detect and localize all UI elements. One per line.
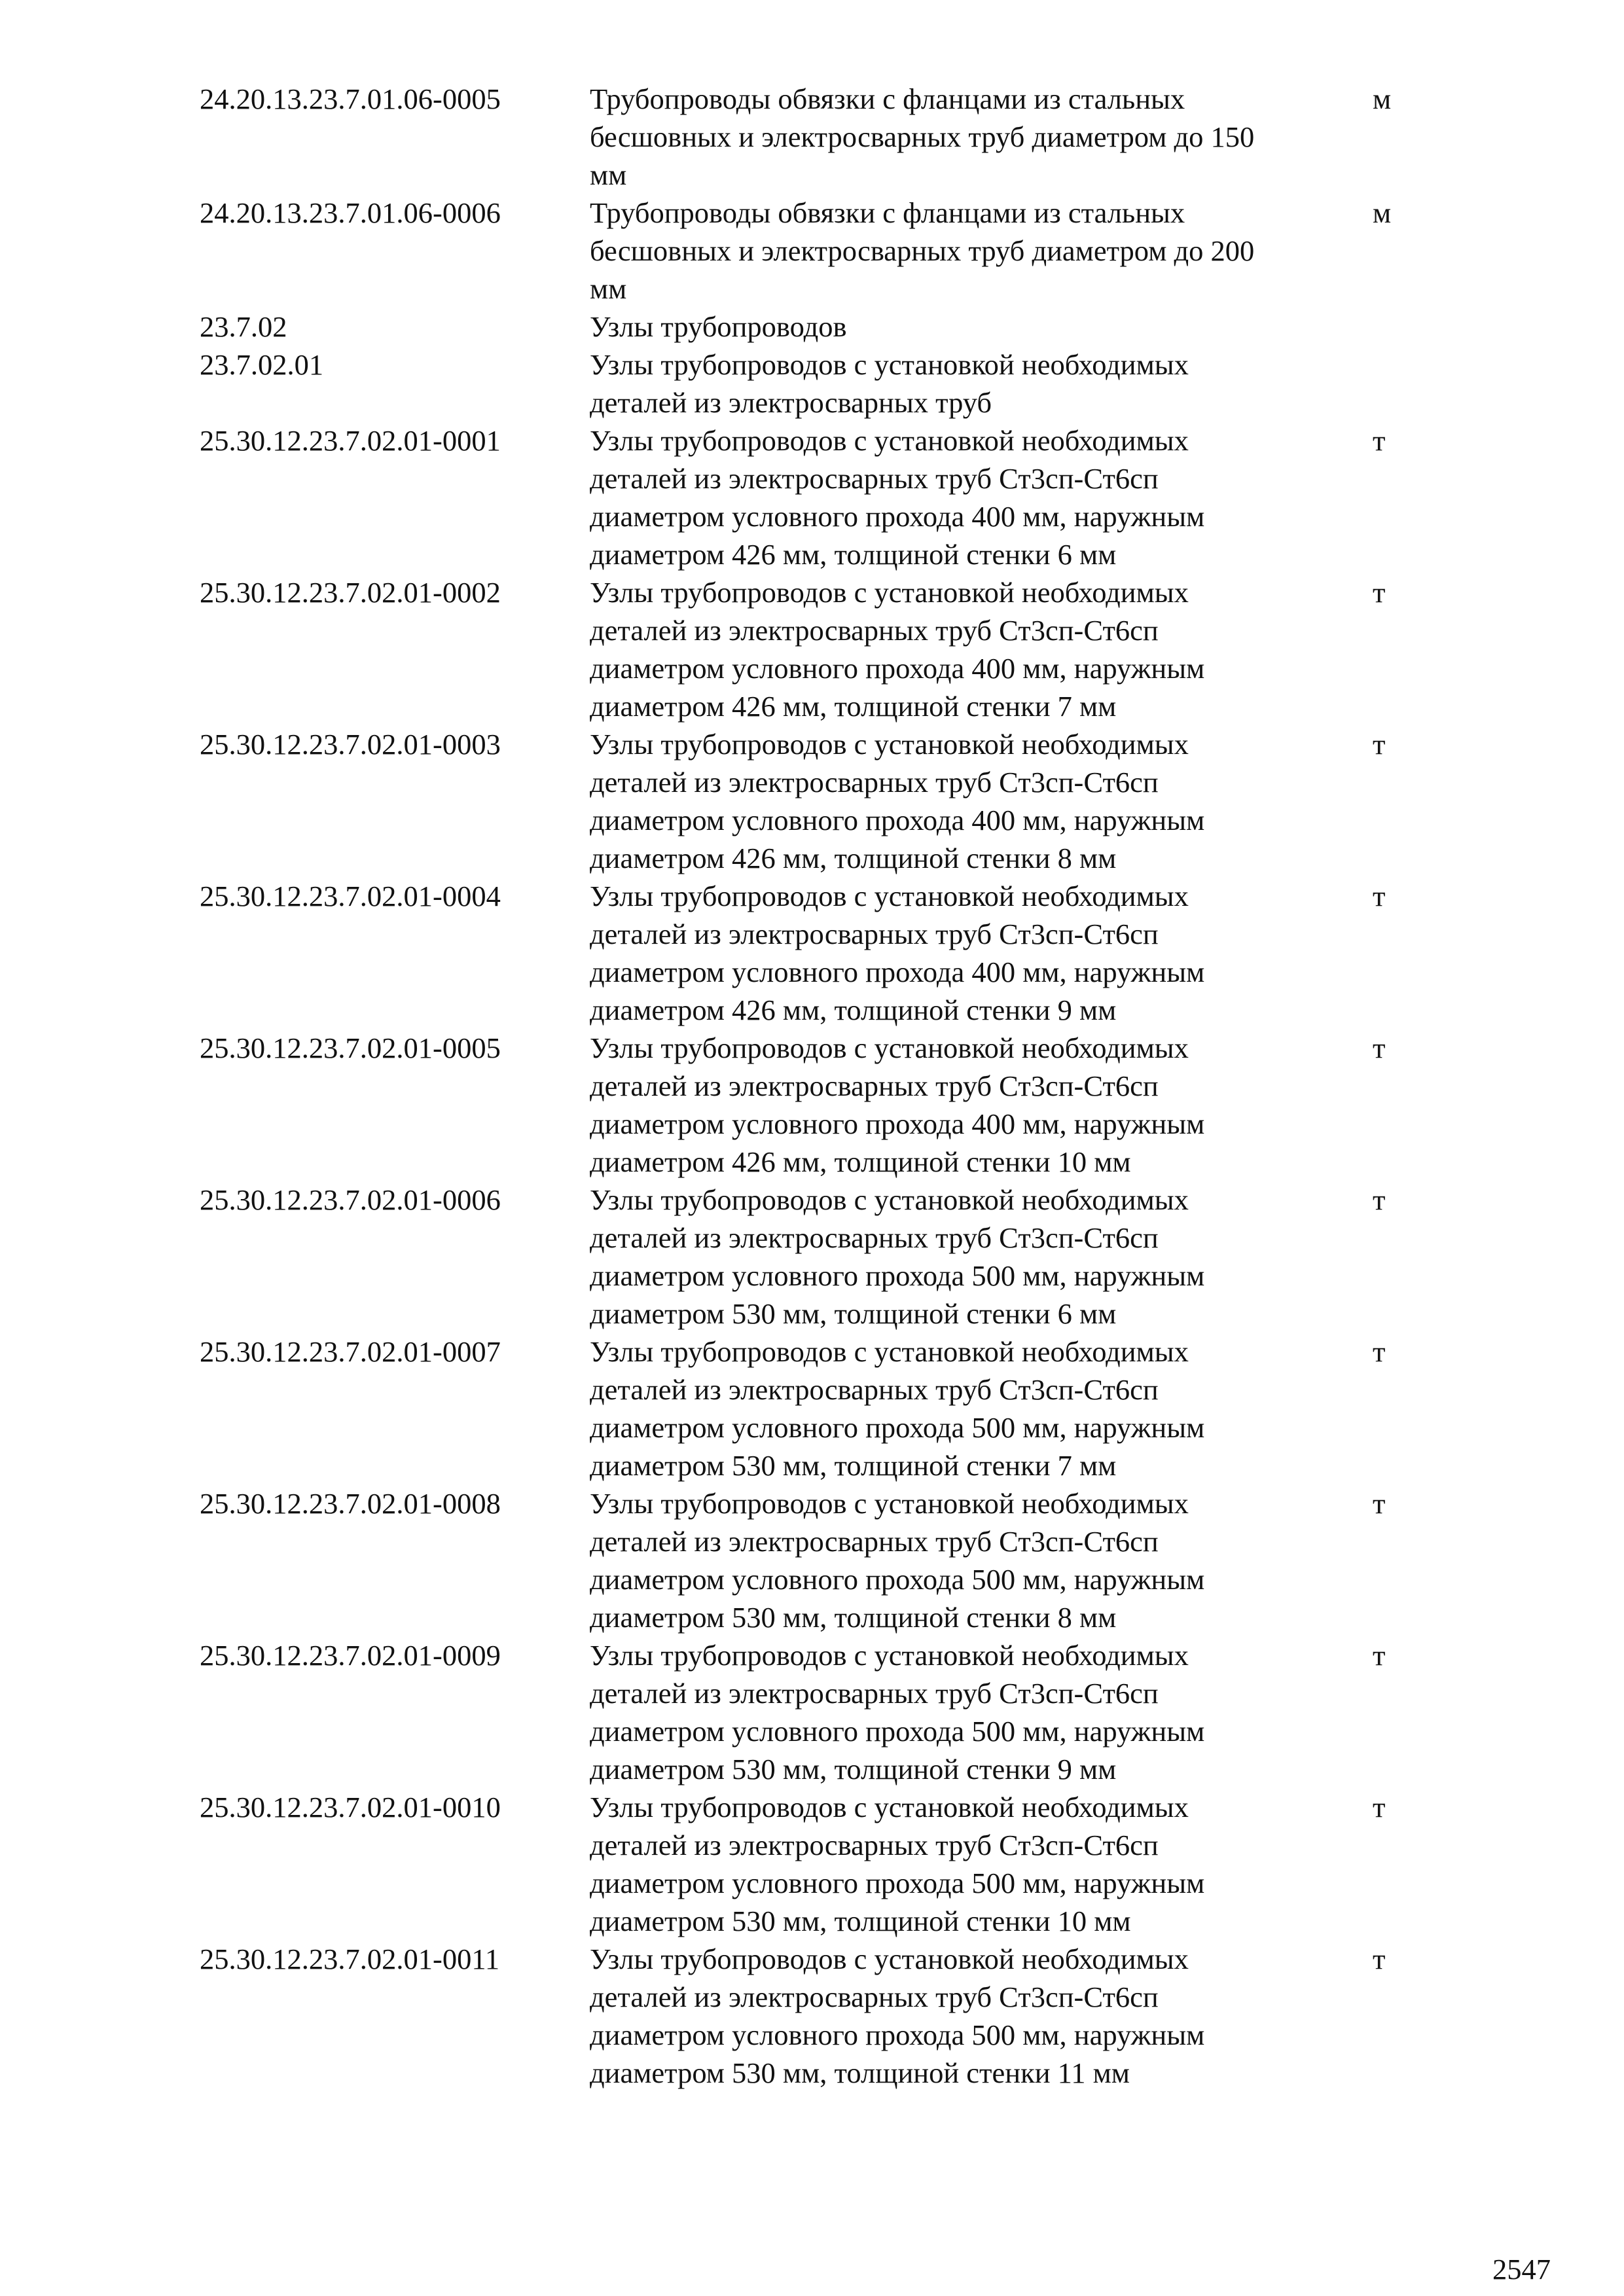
table-row: [200, 308, 1430, 346]
resource-code: 23.7.02: [200, 310, 287, 343]
description-line: диаметром условного прохода 400 мм, наружным: [590, 804, 1205, 836]
description-line: деталей из электросварных труб: [590, 386, 992, 419]
table-row: [200, 573, 1430, 725]
table-row: [200, 422, 1430, 573]
description-line: Узлы трубопроводов с установкой необходимых: [590, 576, 1189, 609]
resource-description: [590, 80, 1371, 194]
resource-description: [590, 1940, 1371, 2092]
resource-description: [590, 573, 1371, 725]
description-line: Трубопроводы обвязки с фланцами из стальных: [590, 82, 1185, 115]
resource-code: 25.30.12.23.7.02.01-0003: [200, 728, 501, 761]
description-line: диаметром условного прохода 500 мм, наружным: [590, 1563, 1205, 1596]
description-line: диаметром 530 мм, толщиной стенки 11 мм: [590, 2056, 1130, 2089]
table-row: [200, 1181, 1430, 1333]
description-line: Узлы трубопроводов с установкой необходимых: [590, 1031, 1189, 1064]
description-line: диаметром 426 мм, толщиной стенки 7 мм: [590, 690, 1117, 723]
description-line: диаметром 530 мм, толщиной стенки 8 мм: [590, 1601, 1117, 1634]
description-line: деталей из электросварных труб Ст3сп-Ст6сп: [590, 1981, 1159, 2013]
unit-of-measure: т: [1373, 880, 1386, 912]
table-row: [200, 1940, 1430, 2092]
resource-description: [590, 1788, 1371, 1940]
table-row: [200, 194, 1430, 308]
resource-code: 25.30.12.23.7.02.01-0005: [200, 1031, 501, 1064]
description-line: диаметром условного прохода 400 мм, наружным: [590, 652, 1205, 685]
description-line: Узлы трубопроводов с установкой необходимых: [590, 348, 1189, 381]
resource-description: [590, 346, 1371, 422]
table-row: [200, 1333, 1430, 1484]
table-row: [200, 1788, 1430, 1940]
table-row: [200, 1029, 1430, 1181]
resource-code: 25.30.12.23.7.02.01-0004: [200, 880, 501, 912]
table-row: [200, 877, 1430, 1029]
description-line: Узлы трубопроводов с установкой необходимых: [590, 1639, 1189, 1672]
description-line: деталей из электросварных труб Ст3сп-Ст6сп: [590, 918, 1159, 950]
table-row: [200, 725, 1430, 877]
description-line: Узлы трубопроводов с установкой необходимых: [590, 1335, 1189, 1368]
unit-of-measure: т: [1373, 1791, 1386, 1823]
resource-description: [590, 1484, 1371, 1636]
description-line: диаметром условного прохода 400 мм, наружным: [590, 500, 1205, 533]
resource-code: 24.20.13.23.7.01.06-0005: [200, 82, 501, 115]
description-line: бесшовных и электросварных труб диаметром до 200: [590, 234, 1255, 267]
description-line: диаметром условного прохода 500 мм, наружным: [590, 1867, 1205, 1899]
resource-code: 24.20.13.23.7.01.06-0006: [200, 196, 501, 229]
description-line: диаметром 530 мм, толщиной стенки 9 мм: [590, 1753, 1117, 1785]
description-line: Узлы трубопроводов с установкой необходимых: [590, 880, 1189, 912]
unit-of-measure: т: [1373, 1639, 1386, 1672]
description-line: Узлы трубопроводов: [590, 310, 847, 343]
description-line: Узлы трубопроводов с установкой необходимых: [590, 1183, 1189, 1216]
description-line: Узлы трубопроводов с установкой необходимых: [590, 1487, 1189, 1520]
description-line: диаметром 426 мм, толщиной стенки 8 мм: [590, 842, 1117, 874]
unit-of-measure: м: [1373, 196, 1392, 229]
unit-of-measure: т: [1373, 1487, 1386, 1520]
unit-of-measure: м: [1373, 82, 1392, 115]
resource-code: 25.30.12.23.7.02.01-0009: [200, 1639, 501, 1672]
page-number: 2547: [1492, 2253, 1551, 2286]
resource-description: [590, 1636, 1371, 1788]
description-line: Узлы трубопроводов с установкой необходимых: [590, 1943, 1189, 1975]
unit-of-measure: т: [1373, 1183, 1386, 1216]
table-row: [200, 1484, 1430, 1636]
description-line: диаметром условного прохода 400 мм, наружным: [590, 1107, 1205, 1140]
resource-description: [590, 725, 1371, 877]
description-line: диаметром условного прохода 400 мм, наружным: [590, 956, 1205, 988]
description-line: мм: [590, 158, 627, 191]
table-row: [200, 80, 1430, 194]
description-line: диаметром условного прохода 500 мм, наружным: [590, 2018, 1205, 2051]
description-line: деталей из электросварных труб Ст3сп-Ст6сп: [590, 1829, 1159, 1861]
description-line: деталей из электросварных труб Ст3сп-Ст6сп: [590, 1221, 1159, 1254]
description-line: деталей из электросварных труб Ст3сп-Ст6сп: [590, 462, 1159, 495]
resource-table: [200, 80, 1430, 2092]
table-row: [200, 346, 1430, 422]
unit-of-measure: т: [1373, 728, 1386, 761]
description-line: диаметром 530 мм, толщиной стенки 10 мм: [590, 1905, 1131, 1937]
description-line: диаметром 426 мм, толщиной стенки 10 мм: [590, 1145, 1131, 1178]
table-row: [200, 1636, 1430, 1788]
description-line: Трубопроводы обвязки с фланцами из стальных: [590, 196, 1185, 229]
description-line: диаметром 530 мм, толщиной стенки 7 мм: [590, 1449, 1117, 1482]
description-line: Узлы трубопроводов с установкой необходимых: [590, 1791, 1189, 1823]
resource-description: [590, 877, 1371, 1029]
description-line: диаметром 530 мм, толщиной стенки 6 мм: [590, 1297, 1117, 1330]
resource-code: 25.30.12.23.7.02.01-0002: [200, 576, 501, 609]
resource-description: [590, 1181, 1371, 1333]
resource-code: 25.30.12.23.7.02.01-0001: [200, 424, 501, 457]
description-line: бесшовных и электросварных труб диаметром до 150: [590, 120, 1255, 153]
description-line: Узлы трубопроводов с установкой необходимых: [590, 424, 1189, 457]
resource-description: [590, 1333, 1371, 1484]
resource-description: [590, 194, 1371, 308]
description-line: деталей из электросварных труб Ст3сп-Ст6сп: [590, 766, 1159, 798]
description-line: деталей из электросварных труб Ст3сп-Ст6сп: [590, 1525, 1159, 1558]
description-line: диаметром условного прохода 500 мм, наружным: [590, 1259, 1205, 1292]
unit-of-measure: т: [1373, 1031, 1386, 1064]
resource-code: 25.30.12.23.7.02.01-0008: [200, 1487, 501, 1520]
description-line: деталей из электросварных труб Ст3сп-Ст6сп: [590, 614, 1159, 647]
resource-code: 25.30.12.23.7.02.01-0010: [200, 1791, 501, 1823]
resource-code: 23.7.02.01: [200, 348, 324, 381]
description-line: деталей из электросварных труб Ст3сп-Ст6сп: [590, 1373, 1159, 1406]
description-line: мм: [590, 272, 627, 305]
unit-of-measure: т: [1373, 1335, 1386, 1368]
description-line: диаметром условного прохода 500 мм, наружным: [590, 1411, 1205, 1444]
description-line: диаметром условного прохода 500 мм, наружным: [590, 1715, 1205, 1748]
resource-code: 25.30.12.23.7.02.01-0006: [200, 1183, 501, 1216]
resource-code: 25.30.12.23.7.02.01-0011: [200, 1943, 500, 1975]
description-line: деталей из электросварных труб Ст3сп-Ст6сп: [590, 1677, 1159, 1710]
unit-of-measure: т: [1373, 576, 1386, 609]
resource-description: [590, 1029, 1371, 1181]
description-line: деталей из электросварных труб Ст3сп-Ст6сп: [590, 1069, 1159, 1102]
resource-description: [590, 422, 1371, 573]
description-line: диаметром 426 мм, толщиной стенки 9 мм: [590, 994, 1117, 1026]
description-line: Узлы трубопроводов с установкой необходимых: [590, 728, 1189, 761]
unit-of-measure: т: [1373, 1943, 1386, 1975]
unit-of-measure: т: [1373, 424, 1386, 457]
description-line: диаметром 426 мм, толщиной стенки 6 мм: [590, 538, 1117, 571]
resource-code: 25.30.12.23.7.02.01-0007: [200, 1335, 501, 1368]
resource-description: [590, 308, 1371, 346]
